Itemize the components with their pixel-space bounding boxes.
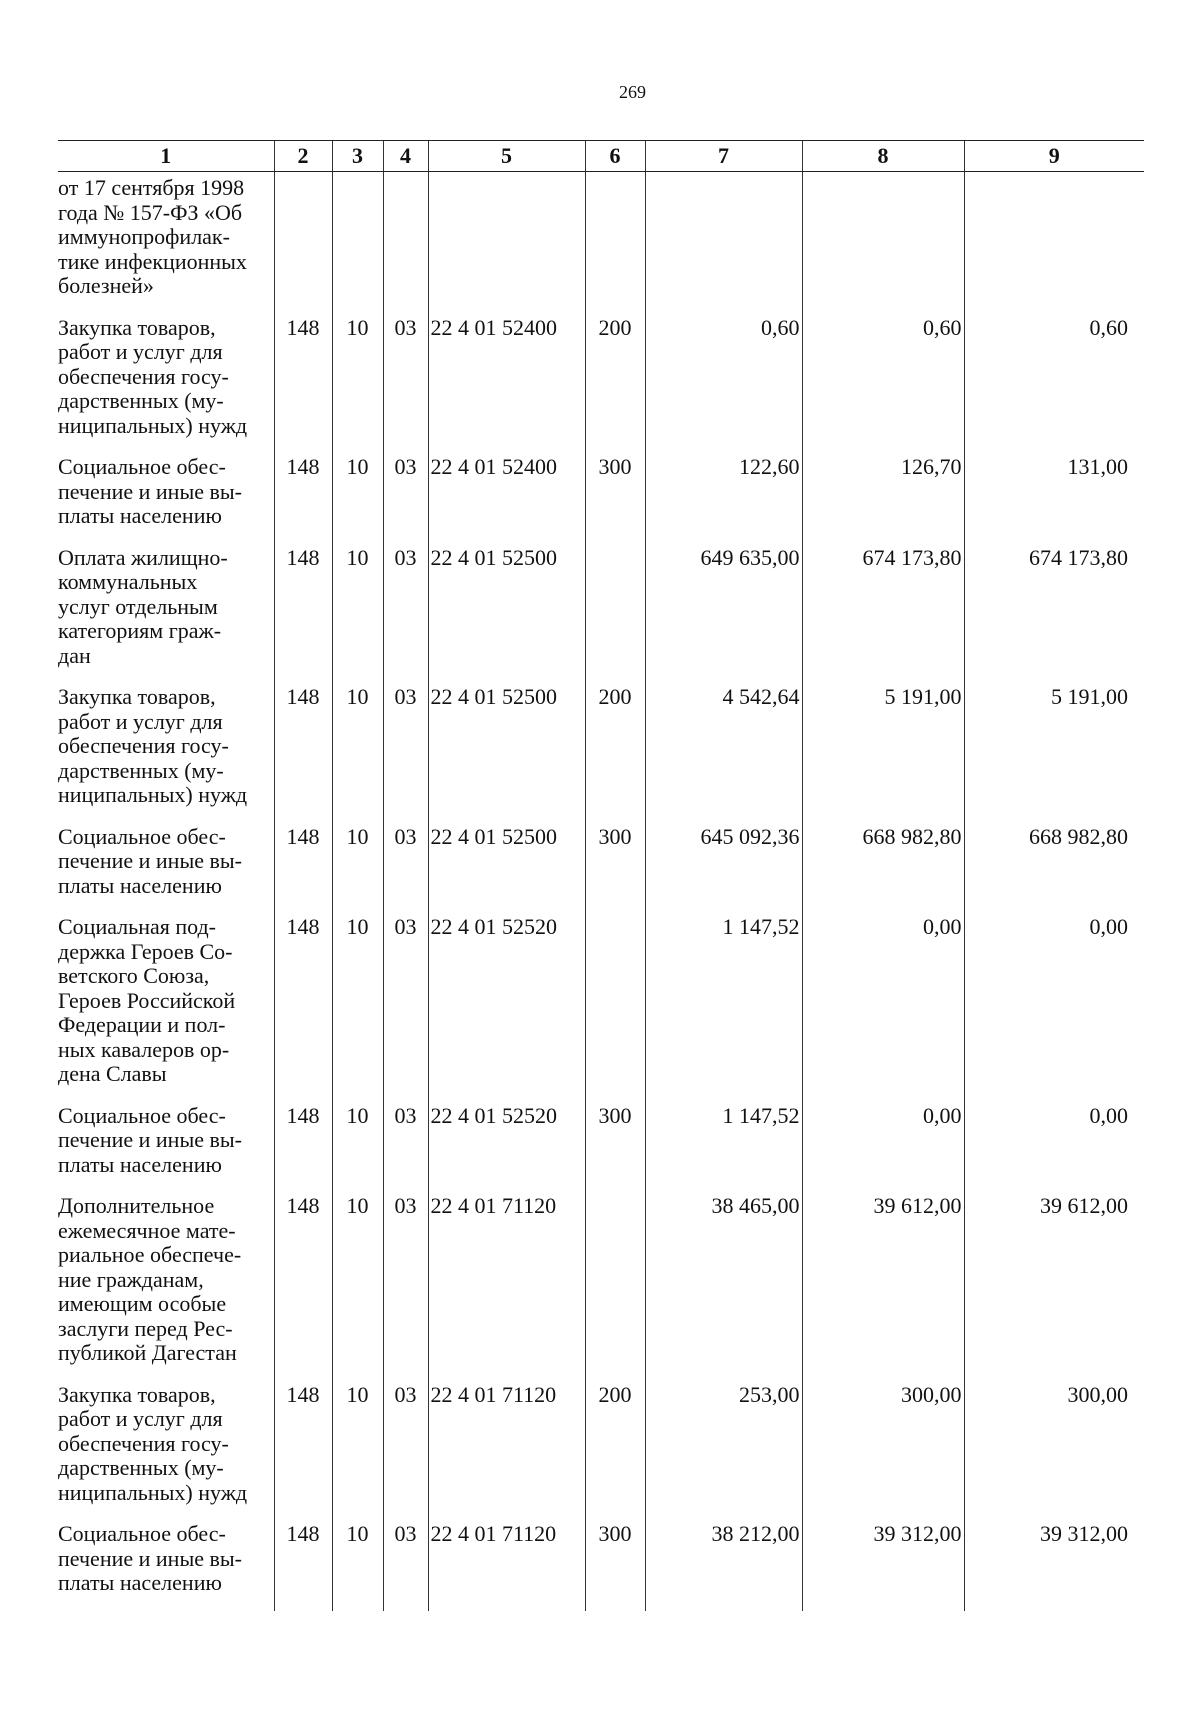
name-line: Социальная под- <box>58 914 217 939</box>
table-row <box>58 1520 1144 1611</box>
cell-col-6: 300 <box>585 823 645 914</box>
cell-col-1 <box>58 172 274 314</box>
name-line: печение и иные вы- <box>58 478 242 504</box>
name-line: ниципальных) нужд <box>58 782 248 807</box>
cell-col-4: 03 <box>383 683 428 823</box>
cell-col-7 <box>645 172 802 314</box>
cell-col-8: 0,60 <box>802 314 964 454</box>
cell-col-5: 22 4 01 52520 <box>428 1102 585 1193</box>
name-line: Социальное обес- <box>58 1521 226 1546</box>
name-line: дарственных (му- <box>58 388 224 413</box>
name-line: тике инфекционных <box>58 248 247 274</box>
name-line: имеющим особые <box>58 1291 227 1316</box>
cell-col-3: 10 <box>332 1381 383 1521</box>
cell-col-2: 148 <box>274 544 332 684</box>
name-line: дена Славы <box>58 1061 167 1086</box>
cell-col-6 <box>585 172 645 314</box>
cell-col-3: 10 <box>332 1192 383 1381</box>
cell-col-3: 10 <box>332 913 383 1102</box>
cell-col-6: 300 <box>585 1102 645 1193</box>
cell-col-3: 10 <box>332 1520 383 1611</box>
cell-col-4: 03 <box>383 1520 428 1611</box>
cell-col-8: 39 312,00 <box>802 1520 964 1611</box>
cell-col-5: 22 4 01 71120 <box>428 1381 585 1521</box>
name-line: обеспечения госу- <box>58 1430 229 1456</box>
cell-col-3: 10 <box>332 683 383 823</box>
table-row <box>58 544 1144 684</box>
cell-col-9: 668 982,80 <box>964 823 1144 914</box>
cell-col-5: 22 4 01 52400 <box>428 453 585 544</box>
cell-col-2: 148 <box>274 1381 332 1521</box>
table-row <box>58 314 1144 454</box>
cell-col-1 <box>58 913 274 1102</box>
name-line: платы населению <box>58 1151 222 1177</box>
header-col-2: 2 <box>274 141 332 172</box>
cell-col-6: 200 <box>585 683 645 823</box>
name-line: платы населению <box>58 503 222 528</box>
name-line: ниципальных) нужд <box>58 412 248 438</box>
cell-col-1 <box>58 683 274 823</box>
cell-col-9: 131,00 <box>964 453 1144 544</box>
header-col-8: 8 <box>802 141 964 172</box>
name-line: иммунопрофилак- <box>58 224 230 249</box>
cell-col-9: 39 612,00 <box>964 1192 1144 1381</box>
cell-col-4: 03 <box>383 823 428 914</box>
cell-col-7: 1 147,52 <box>645 913 802 1102</box>
table-row <box>58 1381 1144 1521</box>
name-line: от 17 сентября 1998 <box>58 175 245 200</box>
name-line: печение и иные вы- <box>58 848 242 873</box>
cell-col-8: 0,00 <box>802 1102 964 1193</box>
cell-col-8: 674 173,80 <box>802 544 964 684</box>
cell-col-6 <box>585 1192 645 1381</box>
cell-col-9: 674 173,80 <box>964 544 1144 684</box>
header-col-1: 1 <box>58 141 274 172</box>
header-col-4: 4 <box>383 141 428 172</box>
cell-col-5: 22 4 01 71120 <box>428 1192 585 1381</box>
cell-col-3 <box>332 172 383 314</box>
cell-col-1 <box>58 453 274 544</box>
name-line: ных кавалеров ор- <box>58 1036 230 1062</box>
name-line: болезней» <box>58 273 154 298</box>
cell-col-9: 39 312,00 <box>964 1520 1144 1611</box>
header-col-5: 5 <box>428 141 585 172</box>
table-row <box>58 823 1144 914</box>
cell-col-4: 03 <box>383 314 428 454</box>
name-line: работ и услуг для <box>58 1406 223 1431</box>
table-row <box>58 453 1144 544</box>
table-row <box>58 683 1144 823</box>
name-line: риальное обеспече- <box>58 1242 242 1267</box>
header-col-3: 3 <box>332 141 383 172</box>
cell-col-3: 10 <box>332 314 383 454</box>
cell-col-4: 03 <box>383 1192 428 1381</box>
name-line: публикой Дагестан <box>58 1340 237 1365</box>
name-line: печение и иные вы- <box>58 1545 242 1571</box>
header-row <box>58 141 1144 172</box>
cell-col-3: 10 <box>332 1102 383 1193</box>
cell-col-5: 22 4 01 71120 <box>428 1520 585 1611</box>
cell-col-1 <box>58 1381 274 1521</box>
cell-col-3: 10 <box>332 823 383 914</box>
header-col-9: 9 <box>964 141 1144 172</box>
table-row <box>58 1102 1144 1193</box>
name-line: печение и иные вы- <box>58 1127 242 1152</box>
cell-col-6 <box>585 544 645 684</box>
name-line: услуг отдельным <box>58 593 218 619</box>
cell-col-8: 39 612,00 <box>802 1192 964 1381</box>
name-line: Закупка товаров, <box>58 1381 216 1407</box>
cell-col-4: 03 <box>383 1102 428 1193</box>
cell-col-5: 22 4 01 52500 <box>428 544 585 684</box>
name-line: работ и услуг для <box>58 708 223 734</box>
name-line: заслуги перед Рес- <box>58 1315 233 1341</box>
cell-col-4: 03 <box>383 913 428 1102</box>
name-line: Дополнительное <box>58 1193 215 1218</box>
cell-col-7: 1 147,52 <box>645 1102 802 1193</box>
name-line: Социальное обес- <box>58 1102 226 1128</box>
cell-col-2 <box>274 172 332 314</box>
cell-col-8: 668 982,80 <box>802 823 964 914</box>
name-line: держка Героев Со- <box>58 938 233 964</box>
cell-col-7: 38 212,00 <box>645 1520 802 1611</box>
name-line: ежемесячное мате- <box>58 1217 236 1243</box>
name-line: ниципальных) нужд <box>58 1479 248 1505</box>
cell-col-2: 148 <box>274 453 332 544</box>
name-line: Героев Российской <box>58 987 236 1013</box>
cell-col-4: 03 <box>383 453 428 544</box>
cell-col-7: 645 092,36 <box>645 823 802 914</box>
cell-col-9: 0,00 <box>964 1102 1144 1193</box>
name-line: года № 157-ФЗ «Об <box>58 199 243 225</box>
cell-col-6: 200 <box>585 1381 645 1521</box>
cell-col-5: 22 4 01 52500 <box>428 823 585 914</box>
name-line: платы населению <box>58 1570 222 1595</box>
cell-col-1 <box>58 823 274 914</box>
cell-col-6: 200 <box>585 314 645 454</box>
name-line: обеспечения госу- <box>58 363 229 389</box>
cell-col-1 <box>58 544 274 684</box>
cell-col-1 <box>58 1192 274 1381</box>
cell-col-3: 10 <box>332 544 383 684</box>
cell-col-9 <box>964 172 1144 314</box>
cell-col-2: 148 <box>274 683 332 823</box>
cell-col-7: 0,60 <box>645 314 802 454</box>
name-line: работ и услуг для <box>58 339 223 364</box>
name-line: категориям граж- <box>58 618 222 643</box>
table-row <box>58 172 1144 314</box>
table-body <box>58 172 1144 1611</box>
header-col-6: 6 <box>585 141 645 172</box>
cell-col-8: 0,00 <box>802 913 964 1102</box>
cell-col-2: 148 <box>274 1192 332 1381</box>
cell-col-7: 122,60 <box>645 453 802 544</box>
cell-col-6 <box>585 913 645 1102</box>
cell-col-5: 22 4 01 52400 <box>428 314 585 454</box>
cell-col-6: 300 <box>585 453 645 544</box>
name-line: коммунальных <box>58 569 198 594</box>
cell-col-1 <box>58 1520 274 1611</box>
name-line: Социальное обес- <box>58 454 226 479</box>
cell-col-7: 4 542,64 <box>645 683 802 823</box>
cell-col-1 <box>58 1102 274 1193</box>
page-number: 269 <box>619 82 646 102</box>
name-line: обеспечения госу- <box>58 733 229 758</box>
cell-col-2: 148 <box>274 913 332 1102</box>
cell-col-2: 148 <box>274 1102 332 1193</box>
cell-col-8 <box>802 172 964 314</box>
table-row <box>58 1192 1144 1381</box>
name-line: ветского Союза, <box>58 963 210 988</box>
header-col-7: 7 <box>645 141 802 172</box>
cell-col-8: 300,00 <box>802 1381 964 1521</box>
cell-col-4 <box>383 172 428 314</box>
table-header <box>58 141 1144 172</box>
cell-col-9: 0,00 <box>964 913 1144 1102</box>
cell-col-6: 300 <box>585 1520 645 1611</box>
cell-col-2: 148 <box>274 823 332 914</box>
cell-col-1 <box>58 314 274 454</box>
name-line: Оплата жилищно- <box>58 544 228 570</box>
cell-col-8: 126,70 <box>802 453 964 544</box>
cell-col-5: 22 4 01 52500 <box>428 683 585 823</box>
name-line: дарственных (му- <box>58 757 224 783</box>
cell-col-9: 5 191,00 <box>964 683 1144 823</box>
cell-col-7: 38 465,00 <box>645 1192 802 1381</box>
cell-col-7: 253,00 <box>645 1381 802 1521</box>
table-row <box>58 913 1144 1102</box>
name-line: Закупка товаров, <box>58 314 216 340</box>
cell-col-5: 22 4 01 52520 <box>428 913 585 1102</box>
cell-col-7: 649 635,00 <box>645 544 802 684</box>
name-line: дарственных (му- <box>58 1455 224 1480</box>
name-line: Закупка товаров, <box>58 684 216 709</box>
name-line: Федерации и пол- <box>58 1012 226 1037</box>
cell-col-8: 5 191,00 <box>802 683 964 823</box>
cell-col-4: 03 <box>383 544 428 684</box>
name-line: ние гражданам, <box>58 1266 204 1292</box>
name-line: Социальное обес- <box>58 823 226 849</box>
cell-col-9: 0,60 <box>964 314 1144 454</box>
cell-col-2: 148 <box>274 1520 332 1611</box>
cell-col-9: 300,00 <box>964 1381 1144 1521</box>
cell-col-4: 03 <box>383 1381 428 1521</box>
cell-col-3: 10 <box>332 453 383 544</box>
cell-col-2: 148 <box>274 314 332 454</box>
budget-table <box>58 140 1144 1611</box>
name-line: платы населению <box>58 872 222 898</box>
cell-col-5 <box>428 172 585 314</box>
name-line: дан <box>58 642 91 668</box>
